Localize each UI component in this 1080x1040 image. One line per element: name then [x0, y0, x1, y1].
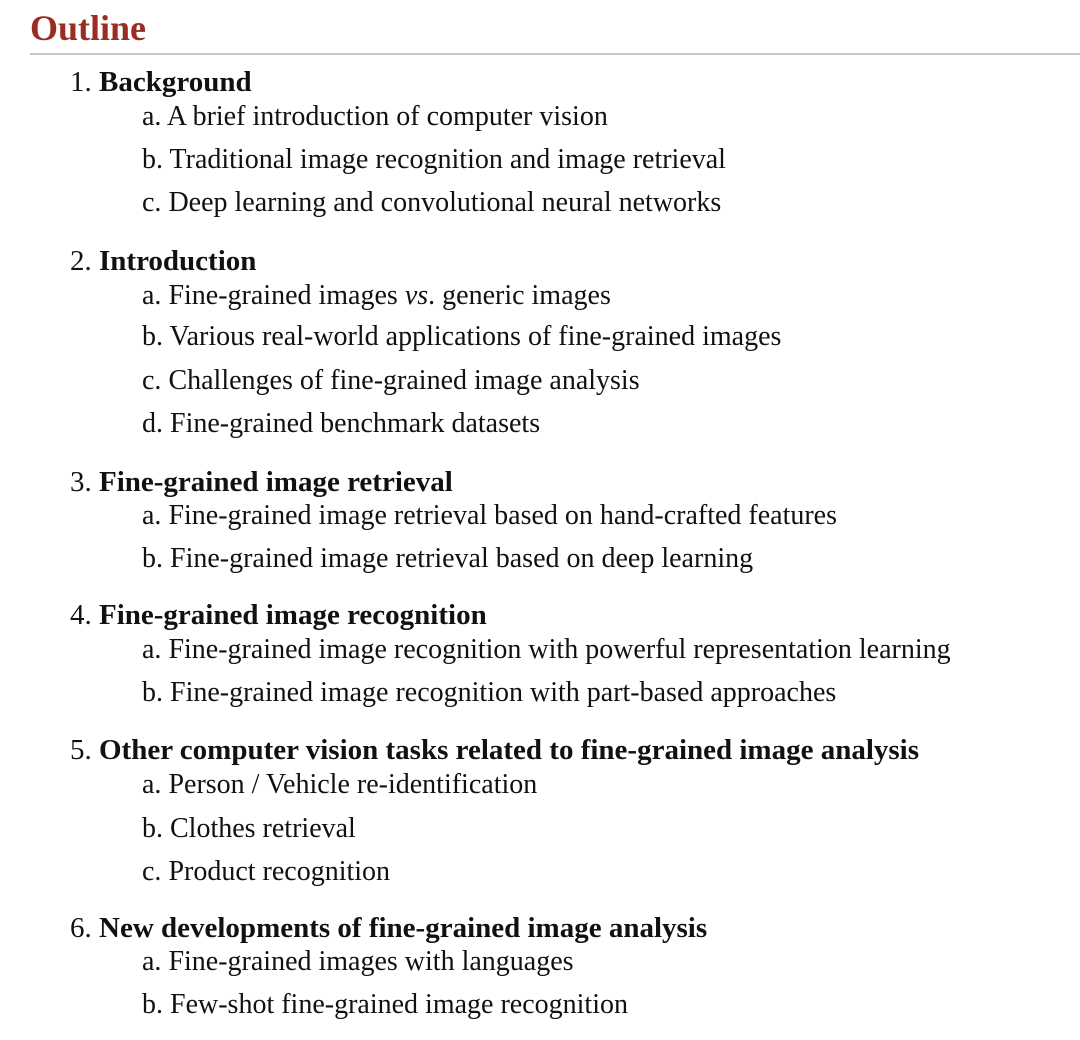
section-heading [70, 910, 707, 946]
section-heading [70, 243, 256, 279]
list-item [142, 364, 640, 398]
section-title: New developments of fine-grained image analysis [99, 912, 708, 944]
item-letter: a. [142, 101, 162, 132]
section-title: Fine-grained image recognition [99, 599, 487, 631]
item-letter: b. [142, 813, 163, 844]
section-heading [70, 732, 919, 768]
section-number: 2. [70, 245, 92, 277]
item-text: Fine-grained benchmark datasets [170, 408, 541, 439]
list-item [142, 499, 837, 533]
item-text: Deep learning and convolutional neural networks [168, 187, 722, 218]
item-letter: c. [142, 365, 162, 396]
section-number: 1. [70, 66, 92, 98]
list-item [142, 100, 608, 134]
item-text: Few-shot fine-grained image recognition [170, 989, 628, 1020]
section-number: 6. [70, 912, 92, 944]
section-heading [70, 64, 252, 100]
item-letter: b. [142, 989, 163, 1020]
item-text: Fine-grained images with languages [168, 946, 574, 977]
list-item [142, 768, 537, 802]
title-divider [30, 53, 1080, 55]
section-number: 3. [70, 466, 92, 498]
item-text: Fine-grained image retrieval based on deep learning [170, 543, 754, 574]
section-title: Introduction [99, 245, 257, 277]
item-letter: a. [142, 500, 162, 531]
item-text-pre: Fine-grained images [168, 280, 405, 311]
item-letter: b. [142, 321, 163, 352]
list-item [142, 542, 753, 576]
item-text: Product recognition [168, 856, 391, 887]
section-title: Other computer vision tasks related to fine-grained image analysis [99, 734, 920, 766]
section-heading [70, 464, 453, 500]
item-text: Fine-grained image recognition with powerful representation learning [168, 634, 951, 665]
list-item [142, 945, 574, 979]
item-text [168, 280, 610, 311]
section-number: 4. [70, 599, 92, 631]
item-letter: a. [142, 280, 162, 311]
item-text: A brief introduction of computer vision [166, 101, 608, 132]
item-letter: c. [142, 856, 162, 887]
list-item [142, 988, 628, 1022]
item-text: Fine-grained image retrieval based on hand-crafted features [168, 500, 838, 531]
list-item [142, 279, 611, 313]
item-text: Clothes retrieval [170, 813, 356, 844]
list-item [142, 320, 781, 354]
item-text-emphasis: vs [404, 280, 429, 311]
item-letter: d. [142, 408, 163, 439]
item-letter: c. [142, 187, 162, 218]
item-letter: b. [142, 677, 163, 708]
item-letter: b. [142, 543, 163, 574]
item-letter: b. [142, 144, 163, 175]
section-title: Background [99, 66, 252, 98]
list-item [142, 143, 726, 177]
list-item [142, 633, 951, 667]
list-item [142, 812, 356, 846]
section-number: 5. [70, 734, 92, 766]
item-text-post: . generic images [428, 280, 611, 311]
list-item [142, 407, 540, 441]
item-text: Person / Vehicle re-identification [168, 769, 538, 800]
item-letter: a. [142, 946, 162, 977]
list-item [142, 855, 390, 889]
item-letter: a. [142, 634, 162, 665]
list-item [142, 676, 836, 710]
item-text: Challenges of fine-grained image analysis [168, 365, 640, 396]
item-text: Fine-grained image recognition with part-based approaches [170, 677, 837, 708]
section-title: Fine-grained image retrieval [99, 466, 453, 498]
page-title: Outline [30, 8, 147, 48]
item-letter: a. [142, 769, 162, 800]
section-heading [70, 597, 487, 633]
item-text: Various real-world applications of fine-grained images [169, 321, 782, 352]
list-item [142, 186, 721, 220]
item-text: Traditional image recognition and image retrieval [169, 144, 726, 175]
